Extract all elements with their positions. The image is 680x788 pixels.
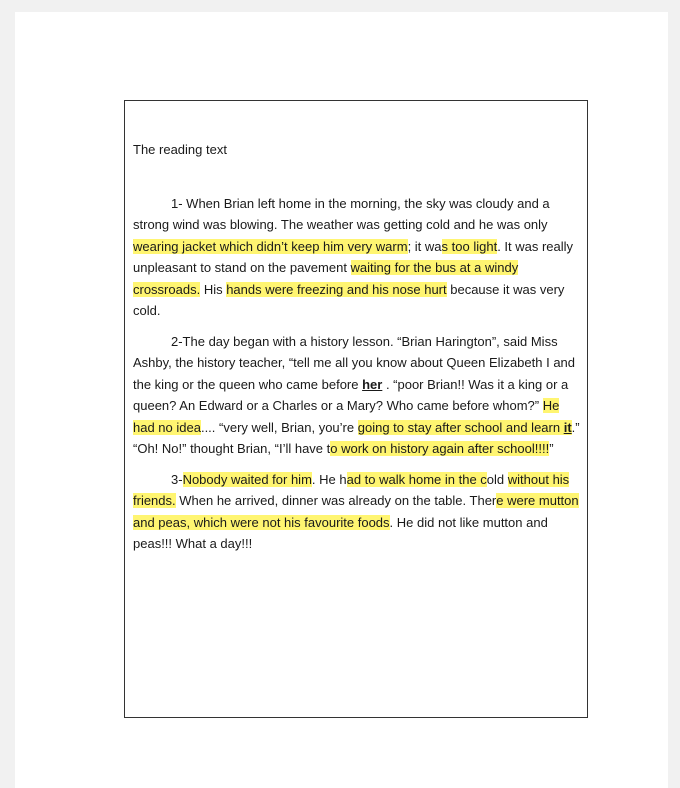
underlined-text: her (362, 376, 383, 392)
text-run: . “poor Brian!! Was it a king or a queen? An Edward or a Charles or a Mary? Who came before whom?” (133, 376, 569, 413)
text-run: .... “very well, Brian, you’re (200, 419, 358, 435)
highlighted-text: without his friends. (133, 471, 570, 508)
text-run: because it was very cold. (133, 281, 565, 318)
paragraph-3 (133, 469, 581, 555)
highlighted-text: waiting for the bus at a windy crossroads. (133, 260, 519, 297)
document-title: The reading text (133, 142, 227, 157)
highlighted-text: ad to walk home in the c (346, 471, 487, 487)
text-run: ” (549, 441, 554, 456)
highlighted-text: o work on history again after school!!!! (330, 441, 550, 456)
highlighted-text: s too light (441, 238, 498, 254)
paragraph-1 (133, 193, 581, 322)
paragraph-2 (133, 331, 581, 460)
highlighted-text: He had no idea (133, 398, 560, 435)
text-run: His (200, 281, 227, 297)
highlighted-text: Nobody waited for him (182, 471, 312, 487)
text-run: . He did not like mutton and peas!!! What a day!!! (133, 514, 548, 551)
text-run: 1- When Brian left home in the morning, the sky was cloudy and a strong wind was blowing. The weather was getting cold and he was only (133, 195, 550, 232)
document-page (15, 12, 668, 788)
text-run: When he arrived, dinner was already on the table. Ther (175, 493, 497, 508)
reading-content (133, 139, 581, 564)
highlighted-text: hands were freezing and his nose hurt (226, 281, 447, 297)
paragraphs (133, 193, 581, 555)
text-run: . He h (311, 471, 347, 487)
highlighted-text: going to stay after school and learn (357, 419, 564, 435)
text-run: old (486, 471, 508, 487)
text-run: . It was really unpleasant to stand on the pavement (133, 238, 574, 275)
text-run: .” “Oh! No!” thought Brian, “I’ll have t (133, 419, 580, 456)
text-run: 2-The day began with a history lesson. “Brian Harington”, said Miss Ashby, the history teacher, “tell me all you know about Queen Elizabeth I and the king or the queen who came before (133, 333, 576, 392)
highlighted-text: it (563, 419, 572, 435)
highlighted-text: e were mutton and peas, which were not his favourite foods (133, 493, 579, 530)
text-run: ; it wa (407, 238, 442, 254)
text-box (124, 100, 588, 718)
highlighted-text: wearing jacket which didn’t keep him very warm (133, 238, 408, 254)
text-run: 3- (171, 471, 183, 487)
